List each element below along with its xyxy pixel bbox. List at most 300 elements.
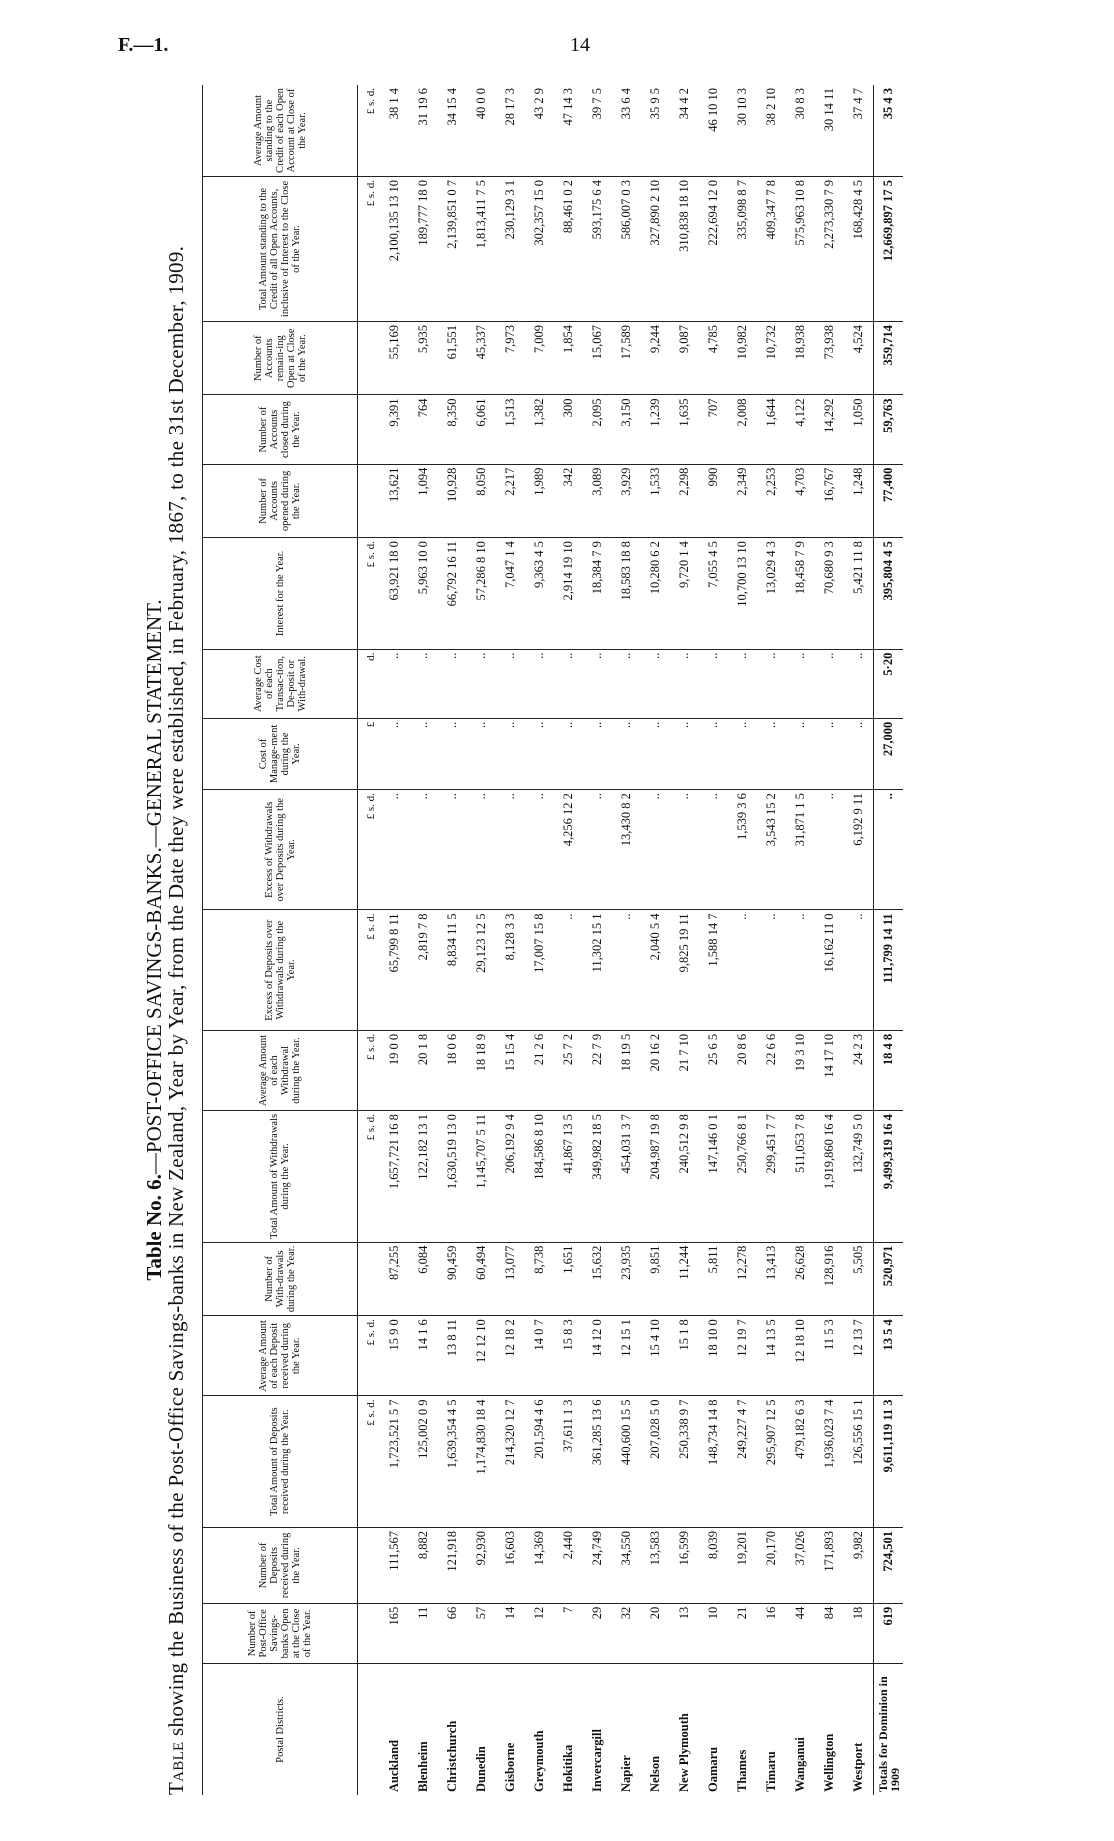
table-cell: 46 10 10	[699, 85, 728, 177]
table-cell: 29	[583, 1603, 612, 1663]
table-cell: ..	[554, 649, 583, 718]
header-row	[203, 85, 358, 1795]
table-subtitle	[164, 85, 189, 1795]
table-cell: 310,838 18 10	[670, 177, 699, 322]
table-body	[380, 85, 903, 1795]
table-cell: 16	[757, 1603, 786, 1663]
table-cell: 2,273,330 7 9	[815, 177, 844, 322]
district-name: Wanganui	[793, 1737, 807, 1792]
table-cell: 9,391	[380, 395, 409, 464]
table-cell: 1,919,860 16 4	[815, 1111, 844, 1243]
table-cell: 8,834 11 5	[438, 910, 467, 1030]
table-cell: 121,918	[438, 1527, 467, 1603]
table-cell: 14 0 7	[525, 1316, 554, 1396]
unit-label	[358, 1242, 381, 1316]
table-cell: 250,338 9 7	[670, 1396, 699, 1528]
table-cell: 40 0 0	[467, 85, 496, 177]
table-cell: 7,009	[525, 321, 554, 395]
table-cell: 26,628	[786, 1242, 815, 1316]
total-cell: 9,499,319 16 4	[874, 1111, 904, 1243]
table-cell: 18,458 7 9	[786, 538, 815, 649]
table-cell: 34 4 2	[670, 85, 699, 177]
table-cell: 6,084	[409, 1242, 438, 1316]
total-cell: 35 4 3	[874, 85, 904, 177]
table-cell: ..	[380, 790, 409, 910]
table-cell: ..	[612, 649, 641, 718]
unit-label: £ s. d.	[358, 85, 381, 177]
district-name: New Plymouth	[677, 1713, 691, 1792]
table-cell: 12 18 2	[496, 1316, 525, 1396]
total-cell: 59,763	[874, 395, 904, 464]
subtitle-rest: showing the Business of the Post-Office Savings-banks in New Zealand, Year by Year, from the Date they were established, in February, 1867, to the 31st December, 1909.	[164, 245, 188, 1742]
table-cell: 29,123 12 5	[467, 910, 496, 1030]
column-header: Average Amount of each Deposit received during the Year.	[203, 1316, 358, 1396]
table-cell: 111,567	[380, 1527, 409, 1603]
table-cell: ..	[641, 649, 670, 718]
table-cell: 16,162 11 0	[815, 910, 844, 1030]
table-cell: 61,551	[438, 321, 467, 395]
column-header: Total Amount standing to the Credit of all Open Accounts, inclusive of Interest to the Close of the Year.	[203, 177, 358, 322]
table-cell: ..	[583, 718, 612, 789]
table-cell: 24 2 3	[844, 1030, 874, 1110]
table-cell: 204,987 19 8	[641, 1111, 670, 1243]
totals-row	[874, 85, 904, 1795]
table-cell: 57	[467, 1603, 496, 1663]
table-cell: ..	[525, 718, 554, 789]
table-cell: 18,384 7 9	[583, 538, 612, 649]
table-cell: 586,007 0 3	[612, 177, 641, 322]
table-cell: 1,533	[641, 464, 670, 538]
table-cell: 7	[554, 1603, 583, 1663]
table-cell: 20	[641, 1603, 670, 1663]
table-cell: 19,201	[728, 1527, 757, 1603]
table-cell: ..	[583, 649, 612, 718]
unit-label	[358, 1663, 381, 1795]
table-cell: ..	[380, 718, 409, 789]
table-cell: 295,907 12 5	[757, 1396, 786, 1528]
table-cell: 122,182 13 1	[409, 1111, 438, 1243]
table-row	[670, 85, 699, 1795]
table-cell: 15 4 10	[641, 1316, 670, 1396]
subtitle-table-word: Table	[164, 1741, 188, 1795]
table-cell: ..	[844, 718, 874, 789]
table-cell: 299,451 7 7	[757, 1111, 786, 1243]
table-cell: 2,440	[554, 1527, 583, 1603]
table-cell: 13,621	[380, 464, 409, 538]
table-cell: 3,089	[583, 464, 612, 538]
district-name: Greymouth	[532, 1730, 546, 1792]
table-cell: 16,599	[670, 1527, 699, 1603]
table-cell: 30 10 3	[728, 85, 757, 177]
table-cell: 87,255	[380, 1242, 409, 1316]
unit-label	[358, 1527, 381, 1603]
table-cell: ..	[438, 718, 467, 789]
table-cell: 165	[380, 1603, 409, 1663]
column-header: Average Cost of each Transac-tion, De-posit or With-drawal.	[203, 649, 358, 718]
table-cell: 43 2 9	[525, 85, 554, 177]
column-header: Interest for the Year.	[203, 538, 358, 649]
table-cell: 1,854	[554, 321, 583, 395]
table-cell: ..	[728, 718, 757, 789]
table-cell: 8,738	[525, 1242, 554, 1316]
table-cell: 35 9 5	[641, 85, 670, 177]
table-cell: 19 3 10	[786, 1030, 815, 1110]
table-cell: 1,513	[496, 395, 525, 464]
table-cell: 66,792 16 11	[438, 538, 467, 649]
table-cell: ..	[844, 910, 874, 1030]
table-cell: 45,337	[467, 321, 496, 395]
table-row	[438, 85, 467, 1795]
table-cell: 707	[699, 395, 728, 464]
table-cell: 63,921 18 0	[380, 538, 409, 649]
column-header: Average Amount of each Withdrawal during the Year.	[203, 1030, 358, 1110]
total-cell: 5·20	[874, 649, 904, 718]
table-cell: 16,767	[815, 464, 844, 538]
table-cell: 593,175 6 4	[583, 177, 612, 322]
table-cell: 12 15 1	[612, 1316, 641, 1396]
table-cell: 1,539 3 6	[728, 790, 757, 910]
table-row	[699, 85, 728, 1795]
table-cell: 1,723,521 5 7	[380, 1396, 409, 1528]
table-cell: 37,611 1 3	[554, 1396, 583, 1528]
table-cell: ..	[409, 790, 438, 910]
total-cell: 359,714	[874, 321, 904, 395]
table-cell: 13,413	[757, 1242, 786, 1316]
total-cell: 18 4 8	[874, 1030, 904, 1110]
table-cell: 10,700 13 10	[728, 538, 757, 649]
unit-label: £ s. d.	[358, 1396, 381, 1528]
table-cell: ..	[496, 790, 525, 910]
table-cell: 18,583 18 8	[612, 538, 641, 649]
table-cell: 9,244	[641, 321, 670, 395]
table-cell: 132,749 5 0	[844, 1111, 874, 1243]
savings-bank-table	[202, 85, 903, 1795]
table-cell: 14 1 6	[409, 1316, 438, 1396]
table-cell: ..	[670, 718, 699, 789]
table-cell: ..	[380, 649, 409, 718]
table-cell: 38 2 10	[757, 85, 786, 177]
table-cell: 189,777 18 0	[409, 177, 438, 322]
table-cell: 302,357 15 0	[525, 177, 554, 322]
table-cell: 92,930	[467, 1527, 496, 1603]
table-row	[496, 85, 525, 1795]
table-row	[728, 85, 757, 1795]
table-cell: 990	[699, 464, 728, 538]
table-cell: ..	[641, 790, 670, 910]
table-cell: 9,851	[641, 1242, 670, 1316]
table-cell: 147,146 0 1	[699, 1111, 728, 1243]
table-cell: ..	[670, 790, 699, 910]
table-cell: ..	[554, 718, 583, 789]
page-header-left: F.—1.	[118, 34, 169, 56]
table-cell: 12 12 10	[467, 1316, 496, 1396]
column-header: Number of Accounts remain-ing Open at Close of the Year.	[203, 321, 358, 395]
table-cell: 5,935	[409, 321, 438, 395]
table-cell: 1,050	[844, 395, 874, 464]
table-cell: 11 5 3	[815, 1316, 844, 1396]
table-cell: 1,813,411 7 5	[467, 177, 496, 322]
table-cell: 250,766 8 1	[728, 1111, 757, 1243]
district-name: Wellington	[822, 1733, 836, 1792]
table-cell: 84	[815, 1603, 844, 1663]
table-cell: 15,067	[583, 321, 612, 395]
table-cell: 7,047 1 4	[496, 538, 525, 649]
table-cell: 12 19 7	[728, 1316, 757, 1396]
unit-label: £ s. d.	[358, 1111, 381, 1243]
unit-label: £ s. d.	[358, 1316, 381, 1396]
table-cell: 1,588 14 7	[699, 910, 728, 1030]
table-cell: 1,936,023 7 4	[815, 1396, 844, 1528]
table-cell: 8,350	[438, 395, 467, 464]
table-cell: 1,382	[525, 395, 554, 464]
table-cell: 34,550	[612, 1527, 641, 1603]
table-cell: 70,680 9 3	[815, 538, 844, 649]
column-header: Postal Districts.	[203, 1663, 358, 1795]
table-cell: 18,938	[786, 321, 815, 395]
table-cell: 33 6 4	[612, 85, 641, 177]
table-cell: ..	[757, 649, 786, 718]
table-cell: 454,031 3 7	[612, 1111, 641, 1243]
table-cell: 511,053 7 8	[786, 1111, 815, 1243]
table-cell: ..	[786, 718, 815, 789]
table-cell: 11,302 15 1	[583, 910, 612, 1030]
table-cell: 65,799 8 11	[380, 910, 409, 1030]
table-cell: 8,050	[467, 464, 496, 538]
table-cell: ..	[612, 718, 641, 789]
table-cell: 3,150	[612, 395, 641, 464]
page-number: 14	[570, 34, 590, 56]
unit-label: £ s. d.	[358, 177, 381, 322]
table-cell: 440,600 15 5	[612, 1396, 641, 1528]
table-cell: 12 18 10	[786, 1316, 815, 1396]
unit-label: £	[358, 718, 381, 789]
total-cell: 77,400	[874, 464, 904, 538]
table-title-prefix: Table No. 6.	[142, 1174, 166, 1281]
table-cell: 1,644	[757, 395, 786, 464]
table-cell: ..	[815, 649, 844, 718]
table-cell: 14	[496, 1603, 525, 1663]
column-header: Number of Accounts opened during the Year.	[203, 464, 358, 538]
table-cell: 21 7 10	[670, 1030, 699, 1110]
table-cell: 2,253	[757, 464, 786, 538]
table-cell: ..	[583, 790, 612, 910]
column-header: Total Amount of Deposits received during the Year.	[203, 1396, 358, 1528]
table-cell: 1,651	[554, 1242, 583, 1316]
table-cell: 5,811	[699, 1242, 728, 1316]
column-header: Excess of Deposits over Withdrawals during the Year.	[203, 910, 358, 1030]
table-cell: 3,543 15 2	[757, 790, 786, 910]
table-row	[641, 85, 670, 1795]
table-cell: 9,825 19 11	[670, 910, 699, 1030]
table-cell: ..	[467, 649, 496, 718]
table-cell: 10,982	[728, 321, 757, 395]
district-name: Thames	[735, 1749, 749, 1792]
district-name: Oamaru	[706, 1746, 720, 1792]
table-cell: 10,732	[757, 321, 786, 395]
table-cell: 126,556 15 1	[844, 1396, 874, 1528]
table-cell: ..	[670, 649, 699, 718]
table-cell: 17,007 15 8	[525, 910, 554, 1030]
table-cell: 4,122	[786, 395, 815, 464]
total-cell: 9,611,119 11 3	[874, 1396, 904, 1528]
table-cell: ..	[757, 718, 786, 789]
table-cell: 60,494	[467, 1242, 496, 1316]
table-cell: 335,098 8 7	[728, 177, 757, 322]
table-cell: 575,963 10 8	[786, 177, 815, 322]
table-cell: 148,734 14 8	[699, 1396, 728, 1528]
unit-label	[358, 321, 381, 395]
table-cell: 201,594 4 6	[525, 1396, 554, 1528]
table-cell: ..	[699, 718, 728, 789]
table-cell: 19 0 0	[380, 1030, 409, 1110]
table-cell: 222,694 12 0	[699, 177, 728, 322]
table-cell: 2,217	[496, 464, 525, 538]
table-cell: 90,459	[438, 1242, 467, 1316]
table-cell: 207,028 5 0	[641, 1396, 670, 1528]
table-cell: 2,298	[670, 464, 699, 538]
table-cell: 5,505	[844, 1242, 874, 1316]
rotated-table-block	[142, 85, 1022, 1795]
table-cell: 31,871 1 5	[786, 790, 815, 910]
table-cell: ..	[496, 718, 525, 789]
total-cell: 619	[874, 1603, 904, 1663]
table-cell: 15 9 0	[380, 1316, 409, 1396]
table-cell: 327,890 2 10	[641, 177, 670, 322]
table-cell: 2,914 19 10	[554, 538, 583, 649]
district-name: Westport	[851, 1742, 865, 1792]
table-cell: 2,349	[728, 464, 757, 538]
table-cell: 8,128 3 3	[496, 910, 525, 1030]
table-cell: 22 6 6	[757, 1030, 786, 1110]
table-cell: 6,061	[467, 395, 496, 464]
table-cell: ..	[699, 649, 728, 718]
table-cell: ..	[554, 910, 583, 1030]
unit-label: £ s. d.	[358, 1030, 381, 1110]
total-cell: 13 5 4	[874, 1316, 904, 1396]
total-cell: 724,501	[874, 1527, 904, 1603]
unit-label: £ s. d.	[358, 910, 381, 1030]
table-cell: 349,982 18 5	[583, 1111, 612, 1243]
table-cell: 15 1 8	[670, 1316, 699, 1396]
table-cell: 128,916	[815, 1242, 844, 1316]
table-cell: 240,512 9 8	[670, 1111, 699, 1243]
table-cell: 1,248	[844, 464, 874, 538]
district-name: Blenheim	[416, 1741, 430, 1792]
units-row	[358, 85, 381, 1795]
table-cell: 20 8 6	[728, 1030, 757, 1110]
table-cell: 12	[525, 1603, 554, 1663]
table-cell: ..	[409, 718, 438, 789]
table-cell: ..	[728, 910, 757, 1030]
table-cell: 24,749	[583, 1527, 612, 1603]
unit-label: £ s. d.	[358, 538, 381, 649]
table-cell: 2,040 5 4	[641, 910, 670, 1030]
table-cell: 13,430 8 2	[612, 790, 641, 910]
table-cell: ..	[815, 718, 844, 789]
column-header: Number of With-drawals during the Year.	[203, 1242, 358, 1316]
table-cell: ..	[641, 718, 670, 789]
table-cell: 249,227 4 7	[728, 1396, 757, 1528]
table-cell: 11	[409, 1603, 438, 1663]
table-cell: ..	[438, 649, 467, 718]
total-cell: 27,000	[874, 718, 904, 789]
table-cell: 7,973	[496, 321, 525, 395]
column-header: Total Amount of Withdrawals during the Year.	[203, 1111, 358, 1243]
table-cell: 2,008	[728, 395, 757, 464]
table-cell: 1,239	[641, 395, 670, 464]
table-cell: 4,256 12 2	[554, 790, 583, 910]
table-cell: 55,169	[380, 321, 409, 395]
table-cell: 4,703	[786, 464, 815, 538]
column-header: Excess of Withdrawals over Deposits during the Year.	[203, 790, 358, 910]
table-cell: 32	[612, 1603, 641, 1663]
table-cell: 41,867 13 5	[554, 1111, 583, 1243]
table-cell: ..	[699, 790, 728, 910]
table-row	[554, 85, 583, 1795]
table-cell: 2,100,135 13 10	[380, 177, 409, 322]
table-row	[409, 85, 438, 1795]
table-cell: 9,363 4 5	[525, 538, 554, 649]
column-header: Average Amount standing to the Credit of each Open Account at Close of the Year.	[203, 85, 358, 177]
table-cell: 168,428 4 5	[844, 177, 874, 322]
table-cell: 8,039	[699, 1527, 728, 1603]
district-name: Napier	[619, 1755, 633, 1792]
table-cell: 11,244	[670, 1242, 699, 1316]
table-cell: 10,928	[438, 464, 467, 538]
total-cell: 12,669,897 17 5	[874, 177, 904, 322]
column-header: Cost of Manage-ment during the Year.	[203, 718, 358, 789]
table-row	[467, 85, 496, 1795]
table-cell: 30 8 3	[786, 85, 815, 177]
table-cell: 28 17 3	[496, 85, 525, 177]
table-cell: 8,882	[409, 1527, 438, 1603]
table-cell: 171,893	[815, 1527, 844, 1603]
table-cell: 6,192 9 11	[844, 790, 874, 910]
table-cell: 4,524	[844, 321, 874, 395]
district-name: Invercargill	[590, 1729, 604, 1792]
table-row	[757, 85, 786, 1795]
table-cell: 1,639,354 4 5	[438, 1396, 467, 1528]
table-cell: 21	[728, 1603, 757, 1663]
total-cell: 520,971	[874, 1242, 904, 1316]
table-cell: 66	[438, 1603, 467, 1663]
table-cell: 47 14 3	[554, 85, 583, 177]
table-cell: 14,292	[815, 395, 844, 464]
table-cell: 2,095	[583, 395, 612, 464]
table-cell: 9,720 1 4	[670, 538, 699, 649]
table-cell: 31 19 6	[409, 85, 438, 177]
table-cell: ..	[525, 649, 554, 718]
table-cell: ..	[815, 790, 844, 910]
table-cell: 409,347 7 8	[757, 177, 786, 322]
unit-label	[358, 1603, 381, 1663]
table-cell: 14 17 10	[815, 1030, 844, 1110]
table-cell: 34 15 4	[438, 85, 467, 177]
table-cell: 125,002 0 9	[409, 1396, 438, 1528]
table-cell: 15,632	[583, 1242, 612, 1316]
table-cell: ..	[409, 649, 438, 718]
table-cell: 38 1 4	[380, 85, 409, 177]
table-cell: 39 7 5	[583, 85, 612, 177]
table-cell: 25 6 5	[699, 1030, 728, 1110]
table-cell: 37 4 7	[844, 85, 874, 177]
table-cell: ..	[612, 910, 641, 1030]
table-cell: 14 12 0	[583, 1316, 612, 1396]
table-cell: 20,170	[757, 1527, 786, 1603]
table-cell: 15 8 3	[554, 1316, 583, 1396]
table-cell: 1,145,707 5 11	[467, 1111, 496, 1243]
table-cell: 230,129 3 1	[496, 177, 525, 322]
